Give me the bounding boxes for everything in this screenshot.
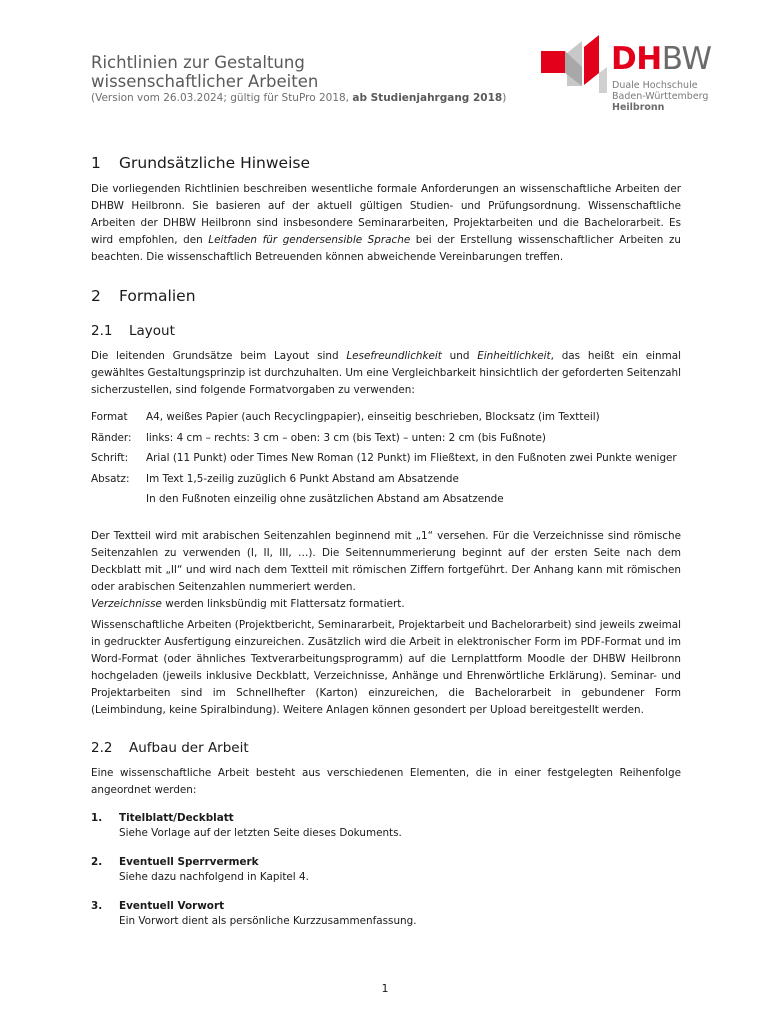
paragraph-text: bei der Erstellung wissenschaftlicher Arbeiten zu beachten. Die wissenschaftlich Betreuenden können abweichende Vereinbarungen treffen. <box>91 234 682 263</box>
format-value: links: 4 cm – rechts: 3 cm – oben: 3 cm (bis Text) – unten: 2 cm (bis Fußnote) <box>146 431 546 444</box>
section-2-2-heading <box>91 740 249 756</box>
page-number: 1 <box>381 982 389 995</box>
section-number: 2 <box>91 287 101 305</box>
list-body <box>119 811 402 841</box>
document-title-line2: wissenschaftlicher Arbeiten <box>91 72 319 91</box>
paragraph-text: , das heißt ein einmal gewähltes Gestaltungsprinzip ist durchzuhalten. Um eine Vergleichbarkeit hinsichtlich der geforderten Seitenzahl sicherzustellen, sind folgende Formatvorgaben zu verwenden: <box>91 350 682 396</box>
version-note <box>91 92 506 104</box>
format-row <box>91 489 691 510</box>
format-key: Schrift: <box>91 452 129 464</box>
section-2-heading <box>91 287 196 305</box>
section-title: Grundsätzliche Hinweise <box>119 154 310 172</box>
logo-line1: Duale Hochschule <box>612 80 698 91</box>
section-number: 2.2 <box>91 740 113 756</box>
format-row <box>91 448 691 469</box>
list-item-title: Eventuell Sperrvermerk <box>119 856 259 868</box>
version-suffix: ) <box>502 92 507 104</box>
list-number: 3. <box>91 900 103 912</box>
format-value: A4, weißes Papier (auch Recyclingpapier), einseitig beschrieben, Blocksatz (im Textteil) <box>146 411 600 423</box>
section-1-paragraph <box>91 181 681 266</box>
paragraph-text: Die leitenden Grundsätze beim Layout sind <box>91 350 347 362</box>
format-key: Format <box>91 411 128 423</box>
logo-dh: DH <box>611 41 662 77</box>
directories-paragraph <box>91 596 681 613</box>
logo-wordmark <box>611 41 712 77</box>
logo-line2: Baden-Württemberg <box>612 91 709 102</box>
document-title-line1: Richtlinien zur Gestaltung <box>91 53 305 72</box>
format-specifications <box>91 407 691 510</box>
list-item-text: Ein Vorwort dient als persönliche Kurzzusammenfassung. <box>119 915 417 927</box>
list-item-text: Siehe Vorlage auf der letzten Seite dieses Dokuments. <box>119 827 402 839</box>
list-item-title: Titelblatt/Deckblatt <box>119 812 234 824</box>
italic-term: Lesefreundlichkeit <box>346 350 442 362</box>
submission-paragraph: Wissenschaftliche Arbeiten (Projektbericht, Seminararbeit, Projektarbeit und Bachelorarbeit) sind jeweils zweimal in gedruckter Ausfertigung einzureichen. Zusätzlich wird die Arbeit in elektronischer Form im PDF-Format und im Word-Format (oder ähnliches Textverarbeitungsprogramm) auf die Lernplattform Moodle der DHBW Heilbronn hochgeladen (jeweils inklusive Deckblatt, Verzeichnisse, Anhänge und Ehrenwörtliche Erklärung). Seminar- und Projektarbeiten sind im Schnellhefter (Karton) einzureichen, die Bachelorarbeit in gebundener Form (Leimbindung, keine Spiralbindung). Weitere Anlagen können gesondert per Upload bereitgestellt werden. <box>91 619 681 716</box>
list-number: 1. <box>91 812 103 824</box>
section-title: Layout <box>129 323 175 339</box>
version-bold: ab Studienjahrgang 2018 <box>352 92 503 104</box>
paragraph-text: werden linksbündig mit Flattersatz formatiert. <box>161 598 405 610</box>
format-key: Absatz: <box>91 472 130 485</box>
version-prefix: (Version vom 26.03.2024; gültig für StuPro 2018, <box>91 92 350 104</box>
logo-bw: BW <box>661 41 712 77</box>
logo-line3: Heilbronn <box>612 102 665 113</box>
layout-intro-paragraph <box>91 348 681 399</box>
italic-term: Verzeichnisse <box>91 598 162 610</box>
paragraph-text: und <box>441 350 478 362</box>
format-key: Ränder: <box>91 431 132 444</box>
section-title: Aufbau der Arbeit <box>129 740 249 756</box>
list-body <box>119 855 309 885</box>
section-number: 2.1 <box>91 323 113 339</box>
section-title: Formalien <box>119 287 196 305</box>
format-row <box>91 469 691 490</box>
section-1-heading <box>91 154 310 172</box>
format-value: Arial (11 Punkt) oder Times New Roman (12 Punkt) im Fließtext, in den Fußnoten zwei Punkte weniger <box>146 452 677 464</box>
italic-term: Einheitlichkeit <box>477 350 551 362</box>
list-item-title: Eventuell Vorwort <box>119 900 225 912</box>
list-number: 2. <box>91 856 103 868</box>
format-row <box>91 428 691 449</box>
list-item-text: Siehe dazu nachfolgend in Kapitel 4. <box>119 871 309 883</box>
format-key <box>91 489 146 510</box>
section-number: 1 <box>91 154 101 172</box>
format-value: In den Fußnoten einzeilig ohne zusätzlichen Abstand am Absatzende <box>146 493 504 505</box>
list-body <box>119 899 417 929</box>
section-2-1-heading <box>91 323 175 339</box>
logo-subtitle <box>612 80 708 113</box>
structure-intro-paragraph: Eine wissenschaftliche Arbeit besteht aus verschiedenen Elementen, die in einer festgelegten Reihenfolge angeordnet werden: <box>91 767 681 796</box>
format-value: Im Text 1,5-zeilig zuzüglich 6 Punkt Abstand am Absatzende <box>146 472 459 485</box>
document-title <box>91 53 318 91</box>
gender-guide-reference: Leitfaden für gendersensible Sprache <box>208 234 411 246</box>
format-row <box>91 407 691 428</box>
paragraph-text: Die vorliegenden Richtlinien beschreiben wesentliche formale Anforderungen an wissenschaftliche Arbeiten der DHBW Heilbronn. Sie basieren auf der aktuell gültigen Studien- und Prüfungsordnung. Wissenschaftliche Arbeiten der DHBW Heilbronn sind insbesondere Seminararbeiten, Projektarbeiten und die Bachelorarbeit. Es wird empfohlen, den <box>91 183 681 246</box>
page-numbering-paragraph: Der Textteil wird mit arabischen Seitenzahlen beginnend mit „1“ versehen. Für die Verzeichnisse sind römische Seitenzahlen zu verwenden (I, II, III, …). Die Seitennummerierung beginnt auf der ersten Seite nach dem Deckblatt mit „II“ und wird nach dem Textteil mit römischen Ziffern fortgeführt. Der Anhang kann mit römischen oder arabischen Seitenzahlen nummeriert werden. <box>91 530 681 593</box>
